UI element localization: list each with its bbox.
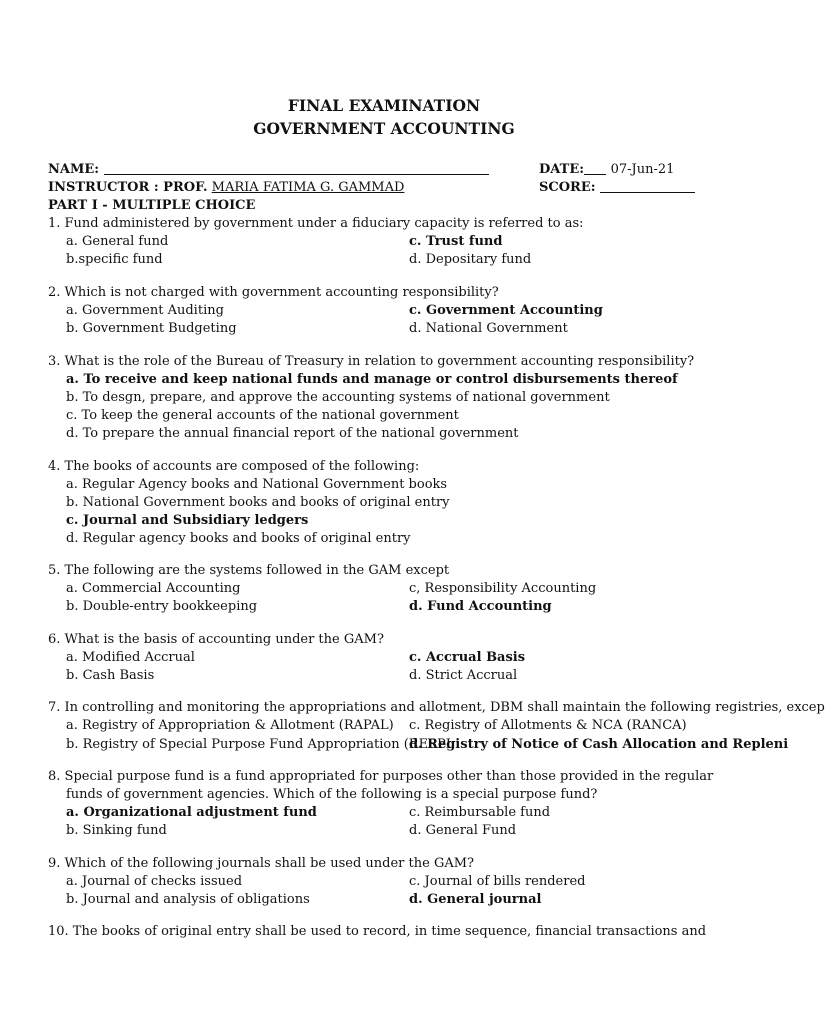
question-7: 7. In controlling and monitoring the appropriations and allotment, DBM shall maintain the following registries, excep	[48, 700, 825, 715]
q3-option-c: c. To keep the general accounts of the national government	[66, 408, 459, 423]
q5-option-a: a. Commercial Accounting	[66, 581, 241, 596]
q6-option-d: d. Strict Accrual	[409, 668, 518, 683]
question-8: 8. Special purpose fund is a fund appropriated for purposes other than those provided in the regular	[48, 769, 714, 784]
q9-option-a: a. Journal of checks issued	[66, 874, 243, 889]
q4-option-d: d. Regular agency books and books of original entry	[66, 531, 411, 546]
date-blank	[584, 173, 606, 175]
score-field	[539, 180, 695, 196]
q6-option-b: b. Cash Basis	[66, 668, 155, 683]
q1-option-c: c. Trust fund	[409, 234, 503, 249]
q2-option-b: b. Government Budgeting	[66, 321, 237, 336]
q5-option-b: b. Double-entry bookkeeping	[66, 599, 258, 614]
instructor-field	[48, 180, 404, 196]
q7-option-a: a. Registry of Appropriation & Allotment (RAPAL)	[66, 718, 394, 733]
q3-option-a: a. To receive and keep national funds and manage or control disbursements thereof	[66, 372, 678, 387]
q8-option-d: d. General Fund	[409, 823, 517, 838]
q9-option-b: b. Journal and analysis of obligations	[66, 892, 310, 907]
q1-option-a: a. General fund	[66, 234, 169, 249]
q9-option-c: c. Journal of bills rendered	[409, 874, 586, 889]
part-label: PART I - MULTIPLE CHOICE	[48, 198, 256, 213]
exam-title: FINAL EXAMINATION	[287, 96, 481, 115]
q2-option-d: d. National Government	[409, 321, 568, 336]
question-4: 4. The books of accounts are composed of the following:	[48, 459, 420, 474]
q9-option-d: d. General journal	[409, 892, 542, 907]
question-6: 6. What is the basis of accounting under the GAM?	[48, 632, 384, 647]
q8-option-c: c. Reimbursable fund	[409, 805, 551, 820]
date-value: 07-Jun-21	[610, 162, 675, 177]
score-label: SCORE:	[539, 180, 596, 195]
question-2: 2. Which is not charged with government accounting responsibility?	[48, 285, 499, 300]
instructor-label: INSTRUCTOR : PROF.	[48, 180, 208, 195]
q7-option-d: d. Registry of Notice of Cash Allocation and Repleni	[409, 737, 789, 752]
q6-option-c: c. Accrual Basis	[409, 650, 526, 665]
q3-option-d: d. To prepare the annual financial report of the national government	[66, 426, 519, 441]
question-10: 10. The books of original entry shall be used to record, in time sequence, financial transactions and	[48, 924, 707, 939]
q7-option-c: c. Registry of Allotments & NCA (RANCA)	[409, 718, 687, 733]
q1-option-b: b.specific fund	[66, 252, 163, 267]
q5-option-c: c, Responsibility Accounting	[409, 581, 597, 596]
q4-option-c: c. Journal and Subsidiary ledgers	[66, 513, 309, 528]
date-label: DATE:	[539, 162, 585, 177]
q7-option-b: b. Registry of Special Purpose Fund Appropriation (RESPI	[66, 737, 451, 752]
q5-option-d: d. Fund Accounting	[409, 599, 552, 614]
q6-option-a: a. Modified Accrual	[66, 650, 195, 665]
q2-option-c: c. Government Accounting	[409, 303, 603, 318]
q8-option-b: b. Sinking fund	[66, 823, 167, 838]
question-5: 5. The following are the systems followed in the GAM except	[48, 563, 450, 578]
name-blank	[104, 173, 489, 175]
question-3: 3. What is the role of the Bureau of Treasury in relation to government accounting responsibility?	[48, 354, 695, 369]
score-blank	[600, 191, 695, 193]
q4-option-b: b. National Government books and books of original entry	[66, 495, 450, 510]
q8-option-a: a. Organizational adjustment fund	[66, 805, 317, 820]
question-1: 1. Fund administered by government under a fiduciary capacity is referred to as:	[48, 216, 584, 231]
q3-option-b: b. To desgn, prepare, and approve the accounting systems of national government	[66, 390, 610, 405]
date-field	[539, 162, 674, 178]
q2-option-a: a. Government Auditing	[66, 303, 224, 318]
instructor-name: MARIA FATIMA G. GAMMAD	[211, 180, 405, 195]
q4-option-a: a. Regular Agency books and National Government books	[66, 477, 448, 492]
question-9: 9. Which of the following journals shall be used under the GAM?	[48, 856, 474, 871]
exam-subject: GOVERNMENT ACCOUNTING	[253, 119, 515, 138]
q1-option-d: d. Depositary fund	[409, 252, 532, 267]
name-field	[48, 162, 489, 178]
name-label: NAME:	[48, 162, 100, 177]
question-8-cont: funds of government agencies. Which of the following is a special purpose fund?	[66, 787, 598, 802]
